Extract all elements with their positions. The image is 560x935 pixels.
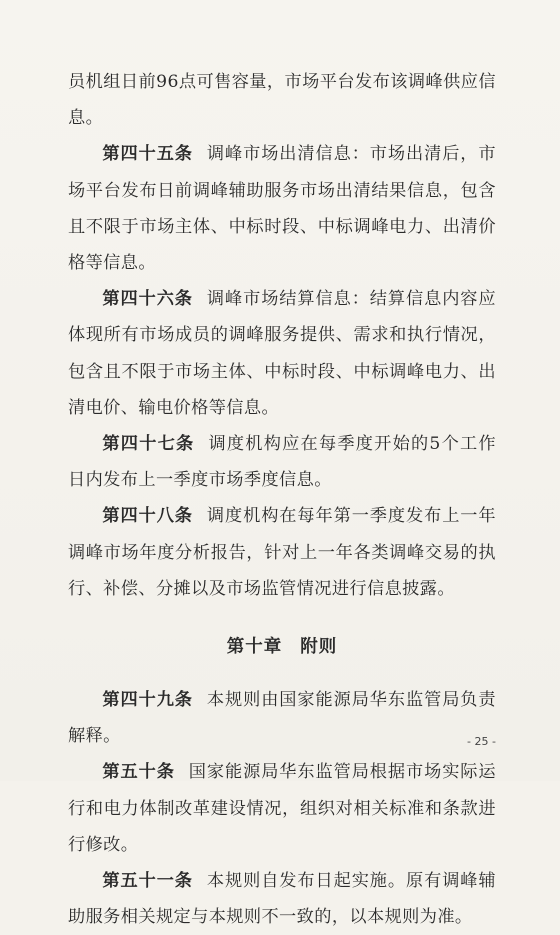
article-number: 第五十一条: [102, 871, 193, 892]
section-after-chapter: [68, 682, 496, 935]
article-48: [68, 498, 496, 607]
article-number: 第五十条: [102, 762, 175, 783]
article-45: [68, 136, 496, 281]
document-body: [68, 64, 496, 935]
paragraph-text: 员机组日前96点可售容量，市场平台发布该调峰供应信息。: [68, 72, 496, 129]
article-number: 第四十七条: [102, 434, 195, 455]
article-50: [68, 754, 496, 863]
paragraph-continuation: [68, 64, 496, 136]
paragraph-text: 调度机构应在每季度开始的5个工作日内发布上一季度市场季度信息。: [68, 434, 496, 491]
paragraph-text: 本规则由国家能源局华东监管局负责解释。: [68, 690, 496, 747]
paragraph-text: 调峰市场出清信息：市场出清后，市场平台发布日前调峰辅助服务市场出清结果信息，包含且不限于市场主体、中标时段、中标调峰电力、出清价格等信息。: [68, 144, 496, 274]
paragraph-text: 国家能源局华东监管局根据市场实际运行和电力体制改革建设情况，组织对相关标准和条款进行修改。: [68, 762, 496, 855]
paragraph-text: 调度机构在每年第一季度发布上一年调峰市场年度分析报告，针对上一年各类调峰交易的执行、补偿、分摊以及市场监管情况进行信息披露。: [68, 506, 496, 599]
paragraph-text: 调峰市场结算信息：结算信息内容应体现所有市场成员的调峰服务提供、需求和执行情况，包含且不限于市场主体、中标时段、中标调峰电力、出清电价、输电价格等信息。: [68, 289, 496, 418]
page-number: - 25 -: [467, 735, 496, 748]
article-number: 第四十八条: [102, 506, 193, 527]
paragraph-text: 本规则自发布日起实施。原有调峰辅助服务相关规定与本规则不一致的，以本规则为准。: [68, 871, 496, 928]
chapter-title: 附则: [300, 637, 338, 658]
article-number: 第四十九条: [102, 690, 193, 711]
section-before-chapter: [68, 64, 496, 607]
chapter-number: 第十章: [226, 637, 283, 658]
chapter-heading: [68, 633, 496, 658]
article-47: [68, 426, 496, 498]
article-number: 第四十六条: [102, 289, 193, 310]
article-number: 第四十五条: [102, 144, 193, 165]
article-49: [68, 682, 496, 754]
article-46: [68, 281, 496, 426]
article-51: [68, 863, 496, 935]
